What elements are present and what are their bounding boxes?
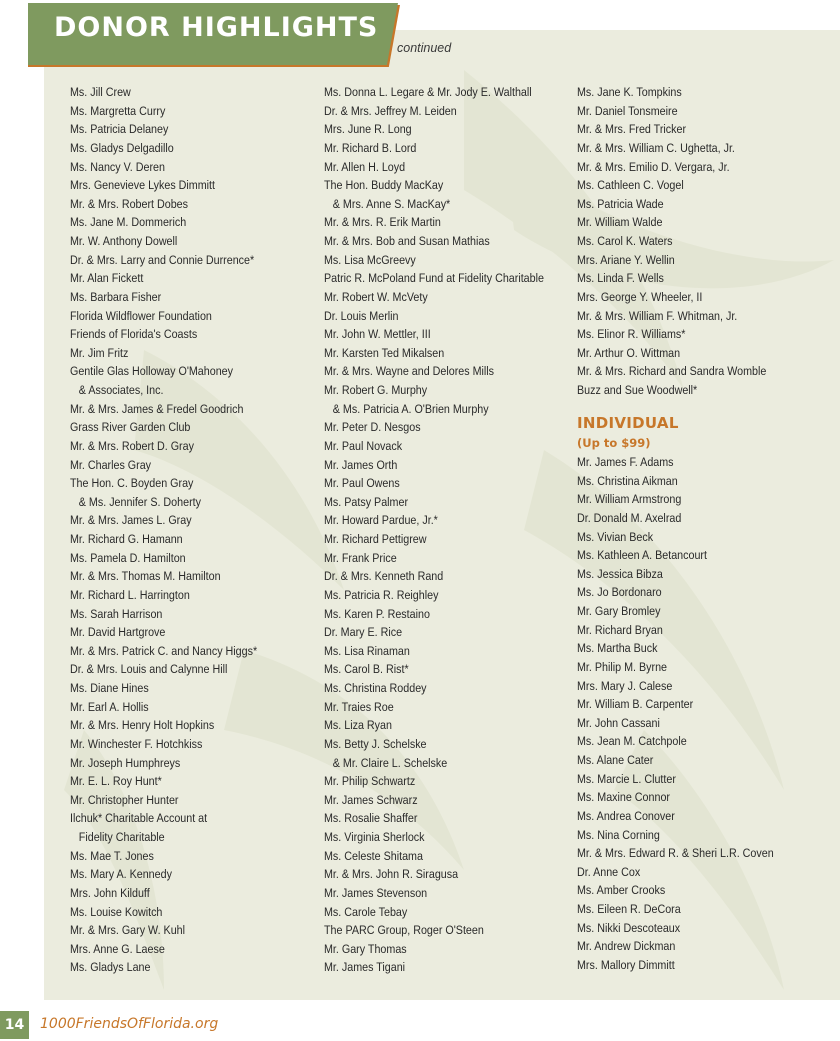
donor-name: Ms. Christina Roddey	[324, 681, 427, 695]
donor-name: Mr. Gary Thomas	[324, 941, 407, 956]
donor-name: Ms. Sarah Harrison	[70, 606, 163, 621]
donor-name: Ms. Jean M. Catchpole	[577, 734, 687, 749]
donor-name: Ms. Pamela D. Hamilton	[70, 550, 186, 565]
donor-name: Ms. Rosalie Shaffer	[324, 811, 418, 826]
donor-name: Dr. Louis Merlin	[324, 308, 399, 323]
donor-name: Mr. Paul Novack	[324, 438, 403, 453]
donor-name: Ms. Mae T. Jones	[70, 848, 154, 863]
donor-name: Mr. & Mrs. Edward R. & Sheri L.R. Coven	[577, 846, 774, 861]
donor-name: Mr. Allen H. Loyd	[324, 159, 406, 174]
donor-name: Ms. Vivian Beck	[577, 529, 654, 544]
donor-name: Ms. Margretta Curry	[70, 103, 166, 118]
donor-name: Ms. Carol B. Rist*	[324, 662, 409, 677]
donor-name: Ms. Jill Crew	[70, 85, 131, 99]
donor-name: Mr. & Mrs. Henry Holt Hopkins	[70, 718, 215, 733]
donor-name: Ms. Jo Bordonaro	[577, 585, 662, 600]
donor-name: Dr. & Mrs. Larry and Connie Durrence*	[70, 252, 255, 267]
donor-name: Mr. James Schwarz	[324, 792, 418, 807]
donor-name: Ms. Andrea Conover	[577, 808, 675, 823]
donor-name: Mr. Daniel Tonsmeire	[577, 103, 678, 118]
donor-name: Mr. Joseph Humphreys	[70, 755, 181, 770]
donor-name: Ms. Patricia Wade	[577, 196, 664, 211]
donor-name: Mr. Richard L. Harrington	[70, 587, 190, 602]
donor-name: Ms. Jessica Bibza	[577, 566, 663, 581]
donor-name: Ms. Amber Crooks	[577, 883, 666, 898]
donor-name: Ms. Patricia Delaney	[70, 122, 169, 137]
donor-name: Ms. Lisa Rinaman	[324, 643, 410, 658]
donor-name: Ms. Elinor R. Williams*	[577, 327, 686, 342]
donor-name: Ms. Betty J. Schelske	[324, 736, 427, 751]
donor-name: Ms. Martha Buck	[577, 641, 658, 656]
donor-name: Ms. Patricia R. Reighley	[324, 587, 439, 602]
donor-name: Ms. Patsy Palmer	[324, 494, 409, 509]
donor-name: Dr. & Mrs. Jeffrey M. Leiden	[324, 103, 457, 118]
donor-name: Dr. Donald M. Axelrad	[577, 510, 682, 525]
donor-name: Mr. Charles Gray	[70, 457, 152, 472]
donor-column-1	[70, 83, 283, 977]
donor-name: Mr. David Hartgrove	[70, 625, 166, 640]
donor-name: Mrs. Mallory Dimmitt	[577, 957, 675, 972]
donor-name: Mr. Andrew Dickman	[577, 939, 676, 954]
donor-name: Mr. & Mrs. John R. Siragusa	[324, 867, 459, 882]
donor-name: Mrs. June R. Long	[324, 122, 412, 137]
page-number: 14	[0, 1011, 29, 1039]
donor-name: Dr. Mary E. Rice	[324, 625, 403, 640]
donor-name: Mr. James Stevenson	[324, 885, 428, 900]
donor-name: Mr. & Mrs. William C. Ughetta, Jr.	[577, 140, 735, 155]
donor-name: Mrs. Mary J. Calese	[577, 678, 673, 693]
donor-name: Grass River Garden Club	[70, 420, 191, 435]
donor-name: Mrs. George Y. Wheeler, II	[577, 289, 703, 304]
donor-name: Dr. & Mrs. Louis and Calynne Hill	[70, 662, 228, 677]
donor-name: Mr. William B. Carpenter	[577, 697, 694, 712]
donor-name: & Ms. Jennifer S. Doherty	[78, 494, 201, 509]
donor-name: Ms. Barbara Fisher	[70, 289, 162, 304]
donor-name: Mr. Traies Roe	[324, 699, 394, 714]
donor-name: Ms. Nikki Descoteaux	[577, 920, 681, 935]
donor-column-2	[324, 83, 574, 977]
donor-name: Mrs. John Kilduff	[70, 885, 150, 900]
donor-name: Ilchuk* Charitable Account at	[70, 811, 208, 826]
individual-donor-list	[577, 453, 801, 975]
donor-name: Ms. Cathleen C. Vogel	[577, 178, 684, 193]
page-title: DONOR HIGHLIGHTS	[54, 12, 379, 43]
donor-name: Mr. & Mrs. Bob and Susan Mathias	[324, 234, 490, 248]
donor-name: Mr. Arthur O. Wittman	[577, 345, 681, 360]
donor-name: Mr. W. Anthony Dowell	[70, 234, 178, 248]
donor-name: Mr. William Armstrong	[577, 492, 682, 507]
donor-name: Ms. Karen P. Restaino	[324, 606, 430, 621]
donor-name: Florida Wildflower Foundation	[70, 308, 212, 323]
donor-name: Mr. Gary Bromley	[577, 604, 661, 618]
donor-name: Mr. & Mrs. R. Erik Martin	[324, 215, 441, 230]
donor-name: Mr. Richard Bryan	[577, 622, 663, 637]
donor-name: Ms. Alane Cater	[577, 753, 654, 767]
donor-name: Mrs. Ariane Y. Wellin	[577, 252, 675, 267]
donor-name: Mr. James Orth	[324, 457, 398, 472]
donor-name: Mr. & Mrs. William F. Whitman, Jr.	[577, 308, 738, 323]
donor-name: Mr. John W. Mettler, III	[324, 327, 431, 342]
donor-name: Mr. William Walde	[577, 215, 663, 230]
donor-name: Ms. Liza Ryan	[324, 718, 392, 733]
donor-name: Ms. Kathleen A. Betancourt	[577, 548, 707, 563]
donor-name: Mr. James Tigani	[324, 960, 406, 975]
donor-name: Ms. Jane M. Dommerich	[70, 215, 187, 230]
donor-name: Mr. & Mrs. Thomas M. Hamilton	[70, 569, 221, 584]
donor-name: Friends of Florida's Coasts	[70, 327, 198, 342]
donor-name: Mr. & Mrs. Wayne and Delores Mills	[324, 364, 495, 379]
donor-name: Mr. E. L. Roy Hunt*	[70, 774, 162, 789]
donor-name: Gentile Glas Holloway O'Mahoney	[70, 364, 234, 379]
donor-name: Mr. & Mrs. Emilio D. Vergara, Jr.	[577, 159, 730, 174]
donor-name: Mr. Winchester F. Hotchkiss	[70, 736, 203, 751]
donor-name: Mr. Robert W. McVety	[324, 289, 428, 304]
donor-name: Dr. Anne Cox	[577, 864, 641, 879]
section-heading-individual: INDIVIDUAL	[577, 414, 679, 432]
donor-name: Mr. Jim Fritz	[70, 345, 129, 360]
donor-name: Mr. Richard G. Hamann	[70, 532, 183, 546]
donor-name: Ms. Mary A. Kennedy	[70, 867, 172, 882]
donor-name: Mr. & Mrs. James & Fredel Goodrich	[70, 401, 244, 416]
donor-name: Mr. Richard B. Lord	[324, 140, 417, 155]
donor-name: Mr. Peter D. Nesgos	[324, 420, 421, 435]
donor-name: Mrs. Genevieve Lykes Dimmitt	[70, 178, 216, 193]
donor-name: Mr. Richard Pettigrew	[324, 532, 427, 546]
donor-name: & Mrs. Anne S. MacKay*	[332, 196, 451, 211]
donor-name: Mr. Philip Schwartz	[324, 774, 416, 789]
continued-label: continued	[397, 41, 452, 55]
donor-column-3	[577, 83, 792, 400]
donor-name: Ms. Carole Tebay	[324, 904, 408, 919]
donor-name: Mr. James F. Adams	[577, 455, 674, 469]
donor-name: Mr. & Mrs. Richard and Sandra Womble	[577, 364, 767, 379]
donor-name: Mr. Frank Price	[324, 550, 397, 565]
donor-name: Mr. & Mrs. Gary W. Kuhl	[70, 923, 186, 938]
donor-name: Mr. Karsten Ted Mikalsen	[324, 345, 445, 360]
donor-name: Ms. Virginia Sherlock	[324, 830, 425, 844]
donor-name: Mr. Philip M. Byrne	[577, 659, 668, 674]
donor-name: The Hon. Buddy MacKay	[324, 178, 444, 193]
donor-name: Mr. & Mrs. Robert Dobes	[70, 196, 189, 211]
donor-name: & Associates, Inc.	[78, 383, 164, 397]
donor-name: Mr. Alan Fickett	[70, 271, 144, 286]
donor-name: Ms. Diane Hines	[70, 681, 149, 695]
donor-name: Ms. Nancy V. Deren	[70, 159, 165, 174]
donor-name: Ms. Linda F. Wells	[577, 271, 664, 286]
donor-name: Ms. Jane K. Tompkins	[577, 85, 682, 99]
donor-name: & Ms. Patricia A. O'Brien Murphy	[332, 401, 489, 416]
donor-name: Ms. Louise Kowitch	[70, 904, 163, 919]
donor-name: Ms. Nina Corning	[577, 827, 660, 842]
donor-name: Ms. Lisa McGreevy	[324, 252, 416, 267]
donor-name: Ms. Christina Aikman	[577, 473, 678, 488]
donor-name: Ms. Maxine Connor	[577, 790, 670, 805]
donor-name: Dr. & Mrs. Kenneth Rand	[324, 569, 444, 584]
website-link[interactable]: 1000FriendsOfFlorida.org	[40, 1016, 219, 1032]
donor-name: Ms. Carol K. Waters	[577, 234, 673, 248]
donor-name: The Hon. C. Boyden Gray	[70, 476, 194, 491]
donor-name: Patric R. McPoland Fund at Fidelity Charitable	[324, 271, 544, 286]
donor-name: Mr. Christopher Hunter	[70, 792, 179, 807]
donor-name: Mrs. Anne G. Laese	[70, 941, 165, 956]
donor-name: Ms. Eileen R. DeCora	[577, 902, 681, 916]
donor-name: Ms. Gladys Delgadillo	[70, 140, 174, 155]
donor-name: Mr. Earl A. Hollis	[70, 699, 149, 714]
donor-name: Ms. Gladys Lane	[70, 960, 151, 975]
donor-name: Mr. & Mrs. Patrick C. and Nancy Higgs*	[70, 643, 258, 658]
donor-name: Mr. Howard Pardue, Jr.*	[324, 513, 438, 528]
donor-name: Mr. Robert G. Murphy	[324, 383, 428, 397]
donor-name: Mr. & Mrs. Fred Tricker	[577, 122, 687, 137]
donor-name: Mr. Paul Owens	[324, 476, 400, 491]
donor-name: Mr. & Mrs. James L. Gray	[70, 513, 192, 528]
donor-name: & Mr. Claire L. Schelske	[332, 755, 448, 770]
donor-name: Buzz and Sue Woodwell*	[577, 383, 698, 397]
donor-name: The PARC Group, Roger O'Steen	[324, 923, 484, 938]
donor-name: Fidelity Charitable	[78, 830, 165, 844]
donor-name: Mr. John Cassani	[577, 715, 660, 730]
section-subheading: (Up to $99)	[577, 436, 651, 450]
donor-name: Ms. Donna L. Legare & Mr. Jody E. Walthall	[324, 85, 532, 99]
donor-name: Ms. Celeste Shitama	[324, 848, 423, 863]
donor-name: Ms. Marcie L. Clutter	[577, 771, 676, 786]
donor-name: Mr. & Mrs. Robert D. Gray	[70, 438, 194, 453]
